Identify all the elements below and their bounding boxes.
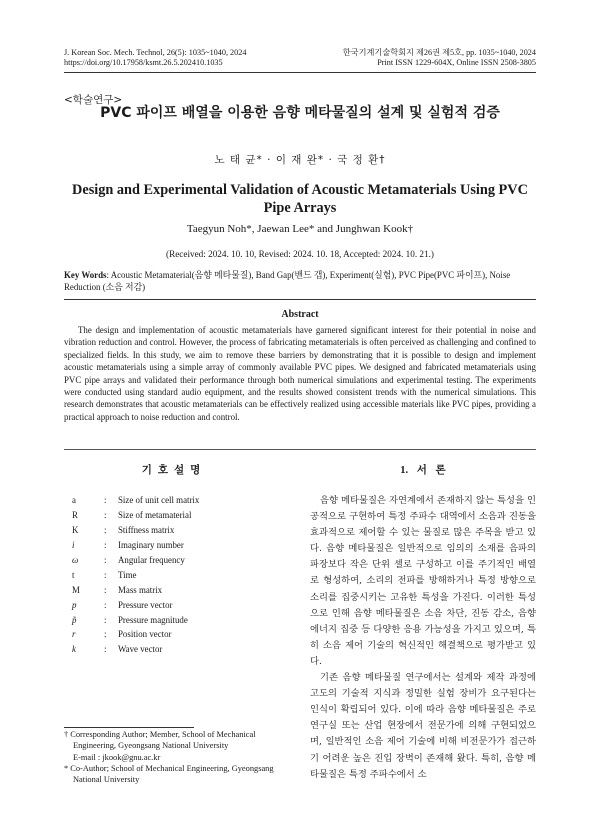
- nomenclature-row: [72, 642, 282, 657]
- nomenclature-description: Pressure magnitude: [118, 614, 188, 625]
- journal-citation-en: J. Korean Soc. Mech. Technol, 26(5): 1035~1040, 2024: [64, 48, 247, 57]
- nomenclature-colon: :: [104, 584, 107, 595]
- keywords: [64, 269, 536, 293]
- keywords-text: : Acoustic Metamaterial(음향 메타물질), Band Gap(밴드 갭), Experiment(실험), PVC Pipe(PVC 파이프), Noise Reduction (소음 저감): [64, 270, 511, 292]
- introduction-body: [310, 493, 536, 783]
- nomenclature-description: Pressure vector: [118, 599, 173, 610]
- nomenclature-symbol: R: [72, 510, 78, 521]
- running-header-right: [343, 48, 536, 68]
- nomenclature-colon: :: [104, 629, 107, 640]
- nomenclature-row: [72, 508, 282, 523]
- nomenclature-description: Mass matrix: [118, 584, 163, 595]
- nomenclature-row: [72, 627, 282, 642]
- keywords-divider: [64, 299, 536, 300]
- article-category: <학술연구>: [64, 94, 123, 106]
- nomenclature-row: [72, 493, 282, 508]
- title-korean: PVC 파이프 배열을 이용한 음향 메타물질의 설계 및 실험적 검증: [100, 105, 500, 121]
- authors-korean: 노 태 균* · 이 재 완* · 국 정 환†: [214, 154, 386, 166]
- nomenclature-symbol: p̃: [72, 614, 77, 625]
- nomenclature-symbol: t: [72, 569, 75, 580]
- submission-dates: (Received: 2024. 10. 10, Revised: 2024. 10. 18, Accepted: 2024. 10. 21.): [166, 249, 434, 259]
- nomenclature-description: Position vector: [118, 629, 172, 640]
- nomenclature-row: [72, 582, 282, 597]
- header-divider: [64, 72, 536, 73]
- abstract-body: The design and implementation of acoustic metamaterials have garnered significant interest for their potential in noise and vibration reduction and control. However, the process of fabricating metamaterials is often perceived as challenging and confined to specialized fields. In this study, we aim to remove these barriers by demonstrating that it is possible to design and implement acoustic metamaterials using a simple array of commonly available PVC pipes. We designed and fabricated metamaterials using PVC pipe arrays and validated their performance through both numerical simulations and experimental testing. The experiments were conducted using standard audio equipment, and the results showed consistent trends with the numerical simulations. This research demonstrates that acoustic metamaterials can be effectively realized using accessible materials like PVC pipes, providing a practical approach to noise reduction and control.: [64, 325, 536, 422]
- nomenclature-symbol: i: [72, 540, 75, 551]
- footnote-email: E-mail : jkook@gnu.ac.kr: [73, 752, 161, 762]
- nomenclature-colon: :: [104, 525, 107, 536]
- issn-info: Print ISSN 1229-604X, Online ISSN 2508-3805: [377, 58, 536, 67]
- footnote-corresponding-author: † Corresponding Author; Member, School of Mechanical Engineering, Gyeongsang National University: [64, 730, 256, 750]
- nomenclature-row: [72, 523, 282, 538]
- title-english: Design and Experimental Validation of Acoustic Metamaterials Using PVC Pipe Arrays: [72, 182, 528, 216]
- keywords-label: Key Words: [64, 270, 107, 280]
- nomenclature-heading: 기호설명: [141, 464, 207, 476]
- nomenclature-description: Wave vector: [118, 644, 163, 655]
- nomenclature-colon: :: [104, 614, 107, 625]
- abstract-divider: [64, 449, 536, 450]
- nomenclature-colon: :: [104, 599, 107, 610]
- nomenclature-colon: :: [104, 569, 107, 580]
- doi-link[interactable]: https://doi.org/10.17958/ksmt.26.5.202410.1035: [64, 58, 223, 67]
- nomenclature-description: Size of unit cell matrix: [118, 495, 200, 506]
- running-header-left: [64, 48, 246, 68]
- footnote-co-author: * Co-Author; School of Mechanical Engineering, Gyeongsang National University: [64, 764, 274, 785]
- nomenclature-row: [72, 612, 282, 627]
- nomenclature-colon: :: [104, 495, 107, 506]
- nomenclature-symbol: a: [72, 495, 76, 506]
- authors-english: Taegyun Noh*, Jaewan Lee* and Junghwan Kook†: [186, 223, 414, 235]
- nomenclature-row: [72, 597, 282, 612]
- nomenclature-row: [72, 538, 282, 553]
- nomenclature-description: Time: [118, 569, 137, 580]
- nomenclature-colon: :: [104, 555, 107, 565]
- nomenclature-description: Stiffness matrix: [118, 525, 175, 536]
- journal-citation-ko: 한국기계기술학회지 제26권 제5호, pp. 1035~1040, 2024: [342, 48, 536, 57]
- nomenclature-row: [72, 553, 282, 568]
- nomenclature-symbol: ω: [72, 555, 79, 565]
- nomenclature-list: [72, 493, 282, 657]
- intro-paragraph: 음향 메타물질은 자연계에서 존재하지 않는 특성을 인공적으로 구현하여 특정 주파수 대역에서 소음과 진동을 효과적으로 제어할 수 있는 물질로 많은 주목을 받고 있다. 음향 메타물질은 일반적으로 임의의 소재를 음파의 파장보다 작은 단위 셀로 구성하고 이를 주기적인 배열로 형성하여, 소리의 전파를 방해하거나 특정 방향으로 소리를 집중시키는 고유한 특성을 가진다. 이러한 특성으로 인해 음향 메타물질은 소음 차단, 진동 감소, 음향 에너지 집중 등 다양한 응용 가능성을 가지고 있으며, 특히 소음 제어 기술의 혁신적인 해결책으로 평가받고 있다.: [310, 495, 536, 667]
- footnotes: [64, 730, 288, 787]
- nomenclature-symbol: M: [72, 584, 80, 595]
- nomenclature-symbol: k: [72, 644, 76, 655]
- nomenclature-colon: :: [104, 540, 107, 551]
- nomenclature-colon: :: [104, 644, 107, 655]
- nomenclature-description: Angular frequency: [118, 555, 185, 565]
- introduction-heading: 1. 서 론: [400, 465, 446, 476]
- footnote-divider: [64, 727, 194, 728]
- nomenclature-description: Size of metamaterial: [118, 510, 192, 521]
- nomenclature-symbol: r: [72, 629, 76, 640]
- nomenclature-symbol: K: [72, 525, 79, 536]
- abstract-heading: Abstract: [281, 309, 319, 320]
- intro-paragraph: 기존 음향 메타물질 연구에서는 설계와 제작 과정에 고도의 기술적 지식과 정밀한 실험 장비가 요구된다는 인식이 확립되어 있다. 이에 따라 음향 메타물질은 주로 연구실 또는 산업 현장에서 전문가에 의해 구현되었으며, 일반적인 소음 제어 기술에 비해 비전문가가 접근하기 어려운 높은 진입 장벽이 존재해 왔다. 특히, 음향 메타물질은 특정 주파수에서 소: [310, 672, 536, 780]
- nomenclature-colon: :: [104, 510, 107, 521]
- nomenclature-description: Imaginary number: [118, 540, 184, 551]
- nomenclature-symbol: p: [72, 599, 77, 610]
- nomenclature-row: [72, 567, 282, 582]
